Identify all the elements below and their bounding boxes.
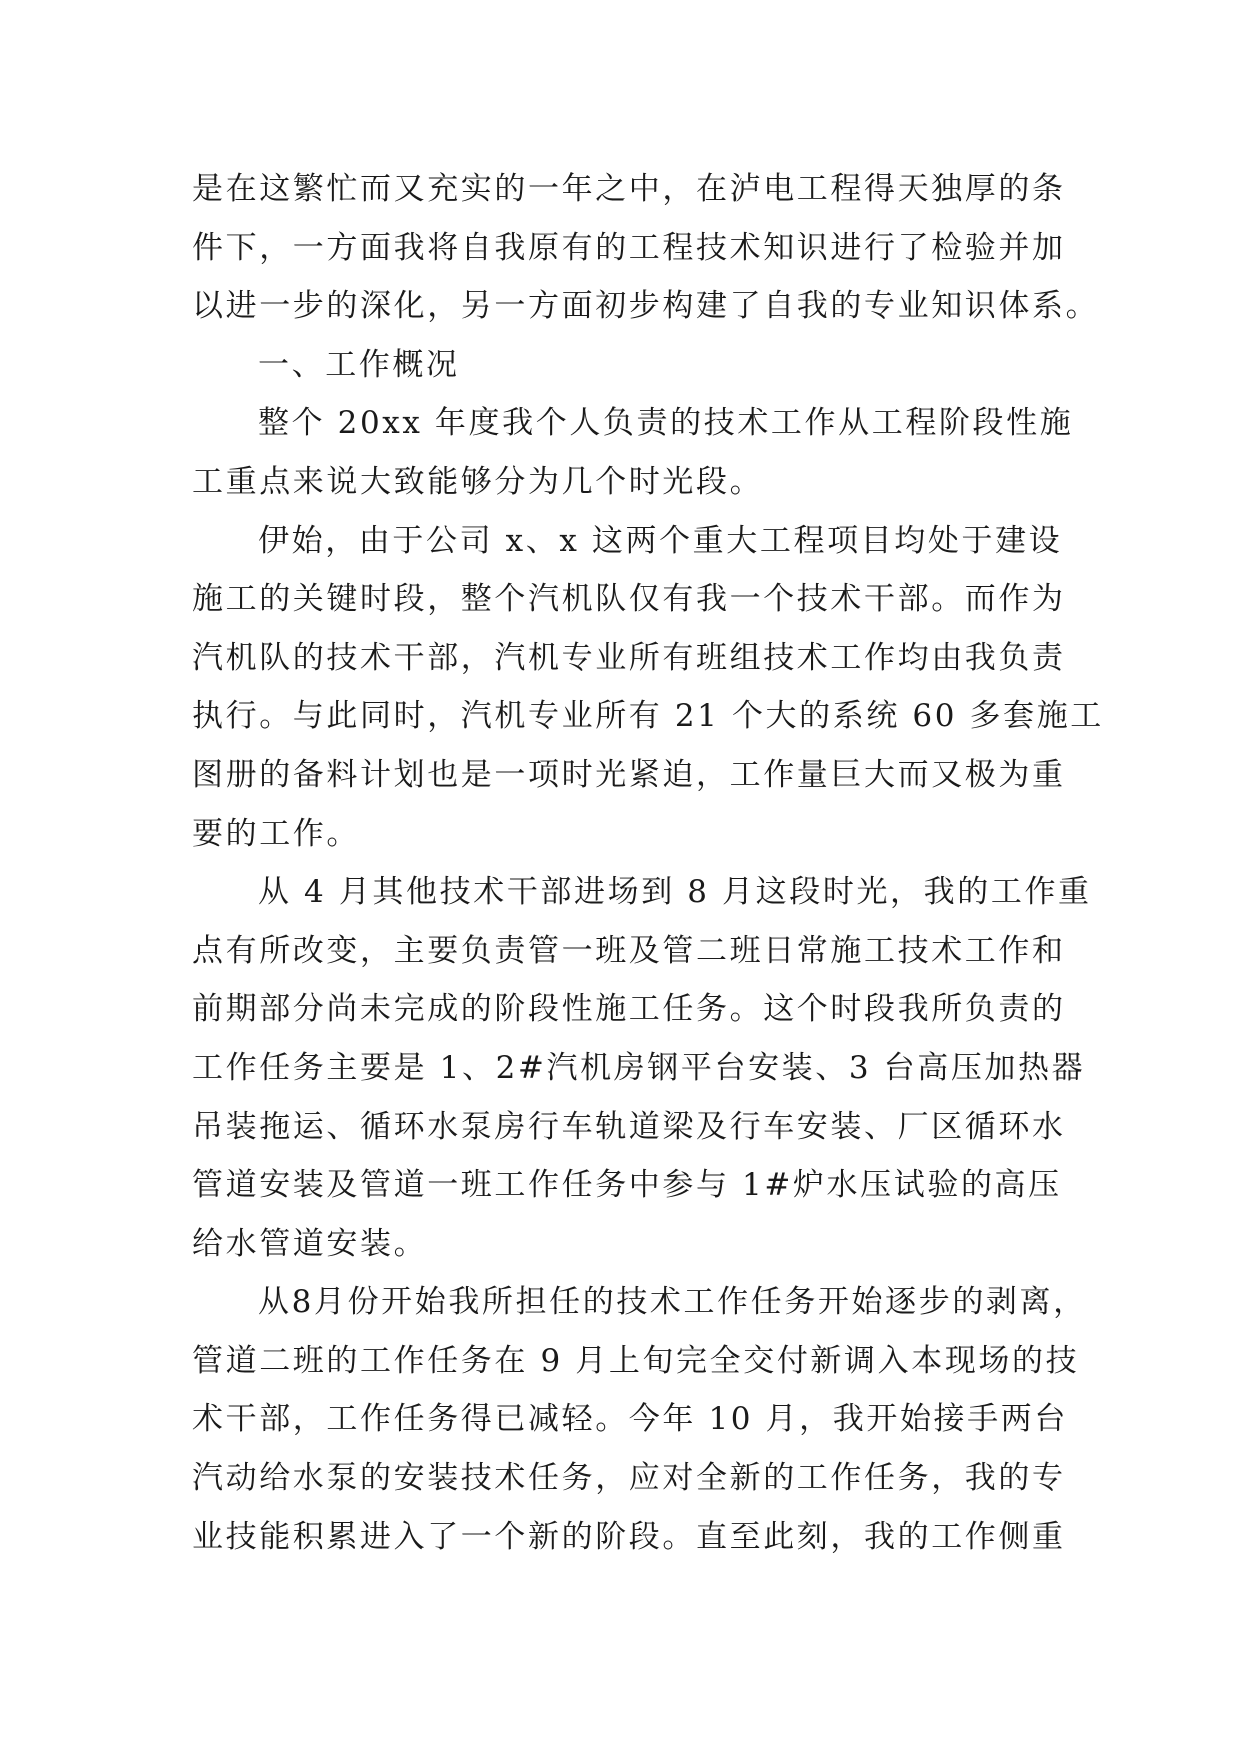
paragraph-continuation xyxy=(192,160,1100,336)
text-line: 执行。与此同时，汽机专业所有 21 个大的系统 60 多套施工 xyxy=(192,698,1104,735)
text-line: 从 4 月其他技术干部进场到 8 月这段时光，我的工作重 xyxy=(258,874,1092,911)
heading-line: 一、工作概况 xyxy=(258,346,460,383)
paragraph xyxy=(192,1273,1092,1566)
paragraph xyxy=(192,394,1092,511)
text-line: 吊装拖运、循环水泵房行车轨道梁及行车安装、厂区循环水 xyxy=(192,1108,1066,1145)
text-line: 给水管道安装。 xyxy=(192,1225,428,1262)
section-heading xyxy=(192,336,1092,395)
text-line: 汽机队的技术干部，汽机专业所有班组技术工作均由我负责 xyxy=(192,639,1066,676)
document-body xyxy=(192,160,1104,1566)
text-line: 工作任务主要是 1、2#汽机房钢平台安装、3 台高压加热器 xyxy=(192,1049,1086,1086)
text-line: 整个 20xx 年度我个人负责的技术工作从工程阶段性施 xyxy=(258,405,1074,442)
text-line: 点有所改变，主要负责管一班及管二班日常施工技术工作和 xyxy=(192,932,1066,969)
text-line: 汽动给水泵的安装技术任务，应对全新的工作任务，我的专 xyxy=(192,1460,1066,1497)
text-line: 从8月份开始我所担任的技术工作任务开始逐步的剥离， xyxy=(258,1284,1087,1321)
text-line: 管道二班的工作任务在 9 月上旬完全交付新调入本现场的技 xyxy=(192,1342,1080,1379)
text-line: 业技能积累进入了一个新的阶段。直至此刻，我的工作侧重 xyxy=(192,1518,1066,1555)
text-line: 件下，一方面我将自我原有的工程技术知识进行了检验并加 xyxy=(192,229,1066,266)
paragraph xyxy=(192,863,1092,1273)
text-line: 管道安装及管道一班工作任务中参与 1#炉水压试验的高压 xyxy=(192,1167,1062,1204)
text-line: 图册的备料计划也是一项时光紧迫，工作量巨大而又极为重 xyxy=(192,756,1066,793)
text-line: 要的工作。 xyxy=(192,815,360,852)
text-line: 施工的关键时段，整个汽机队仅有我一个技术干部。而作为 xyxy=(192,581,1066,618)
paragraph xyxy=(192,512,1104,864)
text-line: 是在这繁忙而又充实的一年之中，在泸电工程得天独厚的条 xyxy=(192,171,1066,207)
text-line: 工重点来说大致能够分为几个时光段。 xyxy=(192,463,764,500)
text-line: 伊始，由于公司 x、x 这两个重大工程项目均处于建设 xyxy=(258,522,1063,559)
text-line: 前期部分尚未完成的阶段性施工任务。这个时段我所负责的 xyxy=(192,991,1066,1028)
text-line: 术干部，工作任务得已减轻。今年 10 月，我开始接手两台 xyxy=(192,1401,1068,1438)
text-line: 以进一步的深化，另一方面初步构建了自我的专业知识体系。 xyxy=(192,288,1100,325)
